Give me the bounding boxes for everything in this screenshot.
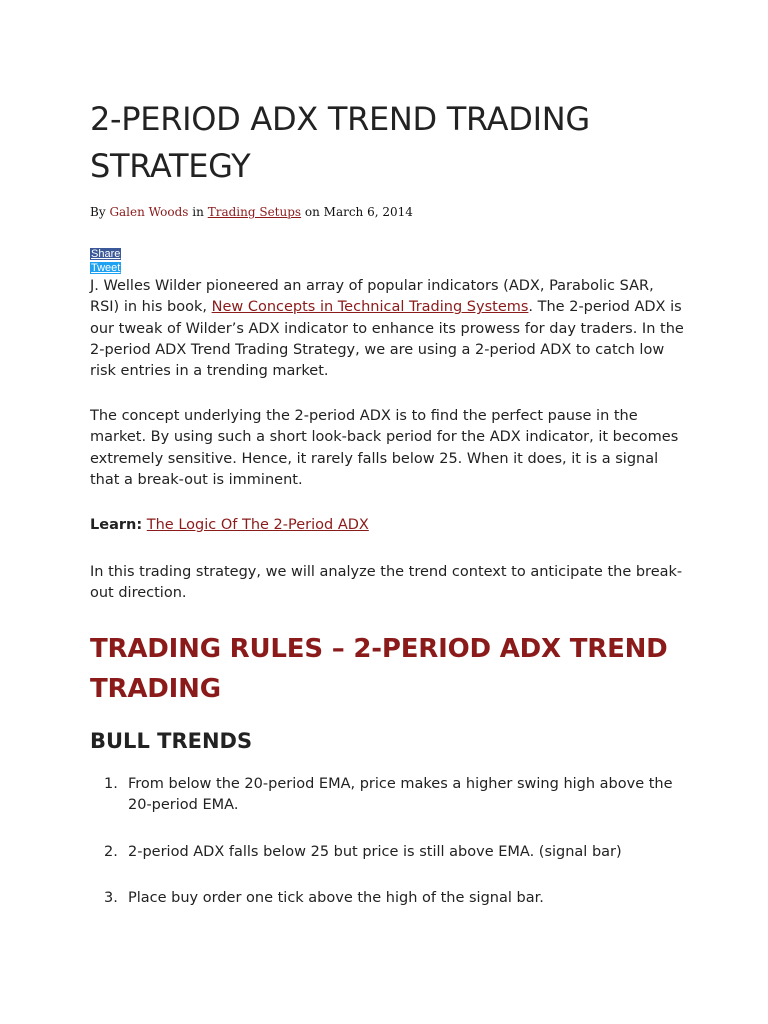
byline-by: By <box>90 205 106 219</box>
list-item-number: 1. <box>104 776 118 792</box>
category-link[interactable]: Trading Setups <box>207 205 302 219</box>
list-item-number: 3. <box>104 889 118 906</box>
bull-rules-list <box>90 774 690 934</box>
byline-date: on March 6, 2014 <box>304 205 413 219</box>
list-item <box>90 774 690 817</box>
learn-label: Learn: <box>90 517 143 533</box>
intro-text-before: J. Welles Wilder pioneered an array of popular indicators (ADX, Parabolic SAR, RSI) in his book, <box>90 278 654 316</box>
book-link[interactable]: New Concepts in Technical Trading Systems <box>211 299 529 316</box>
list-item-number: 2. <box>104 843 118 860</box>
author-link[interactable]: Galen Woods <box>109 205 189 219</box>
concept-paragraph: The concept underlying the 2-period ADX is to find the perfect pause in the market. By using such a short look-back period for the ADX indicator, it becomes extremely sensitive. Hence, it rarely falls below 25. When it does, it is a signal that a break-out is imminent. <box>90 408 679 488</box>
learn-link[interactable]: The Logic Of The 2-Period ADX <box>146 517 369 533</box>
page-title: 2-PERIOD ADX TREND TRADING STRATEGY <box>90 100 590 185</box>
list-item <box>90 842 690 863</box>
tweet-button[interactable]: Tweet <box>91 262 121 274</box>
intro-paragraph <box>90 276 685 382</box>
list-item-text: 2-period ADX falls below 25 but price is still above EMA. (signal bar) <box>128 843 622 860</box>
byline <box>90 203 413 221</box>
intro-text-after: . The 2-period ADX is our tweak of Wilder’s ADX indicator to enhance its prowess for day traders. In the 2-period ADX Trend Trading Strategy, we are using a 2-period ADX to catch low risk entries in a trending market. <box>90 299 684 380</box>
list-item-text: Place buy order one tick above the high of the signal bar. <box>128 889 544 906</box>
byline-in: in <box>192 205 204 219</box>
bull-trends-heading: BULL TRENDS <box>90 729 253 753</box>
list-item-text: From below the 20-period EMA, price makes a higher swing high above the 20-period EMA. <box>128 776 673 814</box>
share-button[interactable]: Share <box>91 248 121 260</box>
trading-rules-heading: TRADING RULES – 2-PERIOD ADX TREND TRADING <box>90 634 668 704</box>
list-item <box>90 888 690 909</box>
learn-paragraph <box>90 515 685 536</box>
context-paragraph: In this trading strategy, we will analyze the trend context to anticipate the break-out direction. <box>90 564 683 602</box>
